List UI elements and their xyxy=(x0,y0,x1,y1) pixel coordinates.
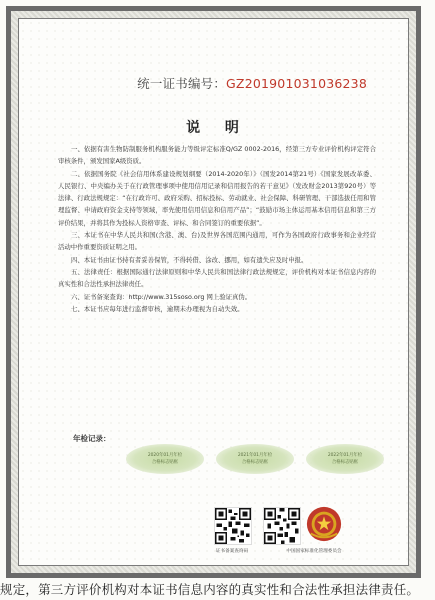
paragraph-3: 三、本证书在中华人民共和国(含港、澳、台)及世界各国范围内通用，可作为各国政府行政事务和企业经营活动中作重要资质证明之用。 xyxy=(58,231,376,252)
explanation-text xyxy=(58,143,376,315)
paragraph-4: 四、本证书由证书持有者妥善保管，不得转借、涂改、挪用，如有遗失应及时申报。 xyxy=(71,255,308,264)
query-qr-code[interactable] xyxy=(214,507,252,545)
national-emblem-icon xyxy=(305,505,343,543)
annual-review-seal xyxy=(126,444,204,474)
footer-overlay-text: 规定，第三方评价机构对本证书信息内容的真实性和合法性承担法律责任。 xyxy=(0,582,420,597)
annual-review-label: 年检记录： xyxy=(73,434,111,443)
annual-review-seals xyxy=(126,444,384,474)
seal-line-1: 2021年01月年检 xyxy=(237,453,273,458)
qr-code-icon xyxy=(264,508,300,544)
seal-line-2: 合格标志贴框 xyxy=(331,460,359,465)
paragraph-6: 六、证书备案查询：http://www.315sosо.org 网上验证真伪。 xyxy=(71,292,252,301)
paragraph-2: 二、依据国务院《社会信用体系建设规划纲要（2014-2020年）》（国发2014第21号）《国家发展改革委、人民银行、中央编办关于在行政管理事项中使用信用记录和信用报告的若干意见》（发改财金2013第920号）等法律、行政法规规定：“在行政许可、政府采购、招标投标、劳动就业、社会保障、科研管理、干部选拔任用和管理监督、申请政府资金支持等领域，率先使用信用信息和信用产品”；“鼓励市场主体运用基本信用信息和第三方评价结果，并将其作为投标人资格审查、评标、和合同签订的重要依据”。 xyxy=(58,169,376,227)
seal-line-2: 合格标志贴框 xyxy=(151,460,179,465)
paragraph-1: 一、依据有害生物防制服务机构服务能力等级评定标准Q/GZ 0002-2016，经第三方专业评价机构评定符合审核条件，颁发国家A级资质。 xyxy=(58,145,376,166)
page-title: 说 明 xyxy=(186,120,249,136)
paragraph-5: 五、法律责任：根据国际通行法律原则和中华人民共和国法律行政法规规定，评价机构对本证书信息内容的真实性和合法性承担法律责任。 xyxy=(58,267,376,289)
annual-review-seal xyxy=(216,444,294,474)
paragraph-7: 七、本证书应每年进行监督审核，逾期未办理视为自动失效。 xyxy=(71,304,244,313)
seal-line-1: 2020年01月年检 xyxy=(147,453,183,458)
verification-qr-code[interactable] xyxy=(263,507,301,545)
annual-review-seal xyxy=(306,444,384,474)
certificate-number-label: 统一证书编号： xyxy=(137,76,227,91)
emblem-caption: 中国国家标准化管理委员会 xyxy=(286,549,342,554)
seal-line-2: 合格标志贴框 xyxy=(241,460,269,465)
certificate-number xyxy=(0,74,435,92)
seal-line-1: 2022年01月年检 xyxy=(327,453,363,458)
qr-code-icon xyxy=(215,508,251,544)
query-qr-caption: 证书备案查询码 xyxy=(215,549,249,554)
certificate-number-value: GZ201901031036238 xyxy=(226,76,367,91)
